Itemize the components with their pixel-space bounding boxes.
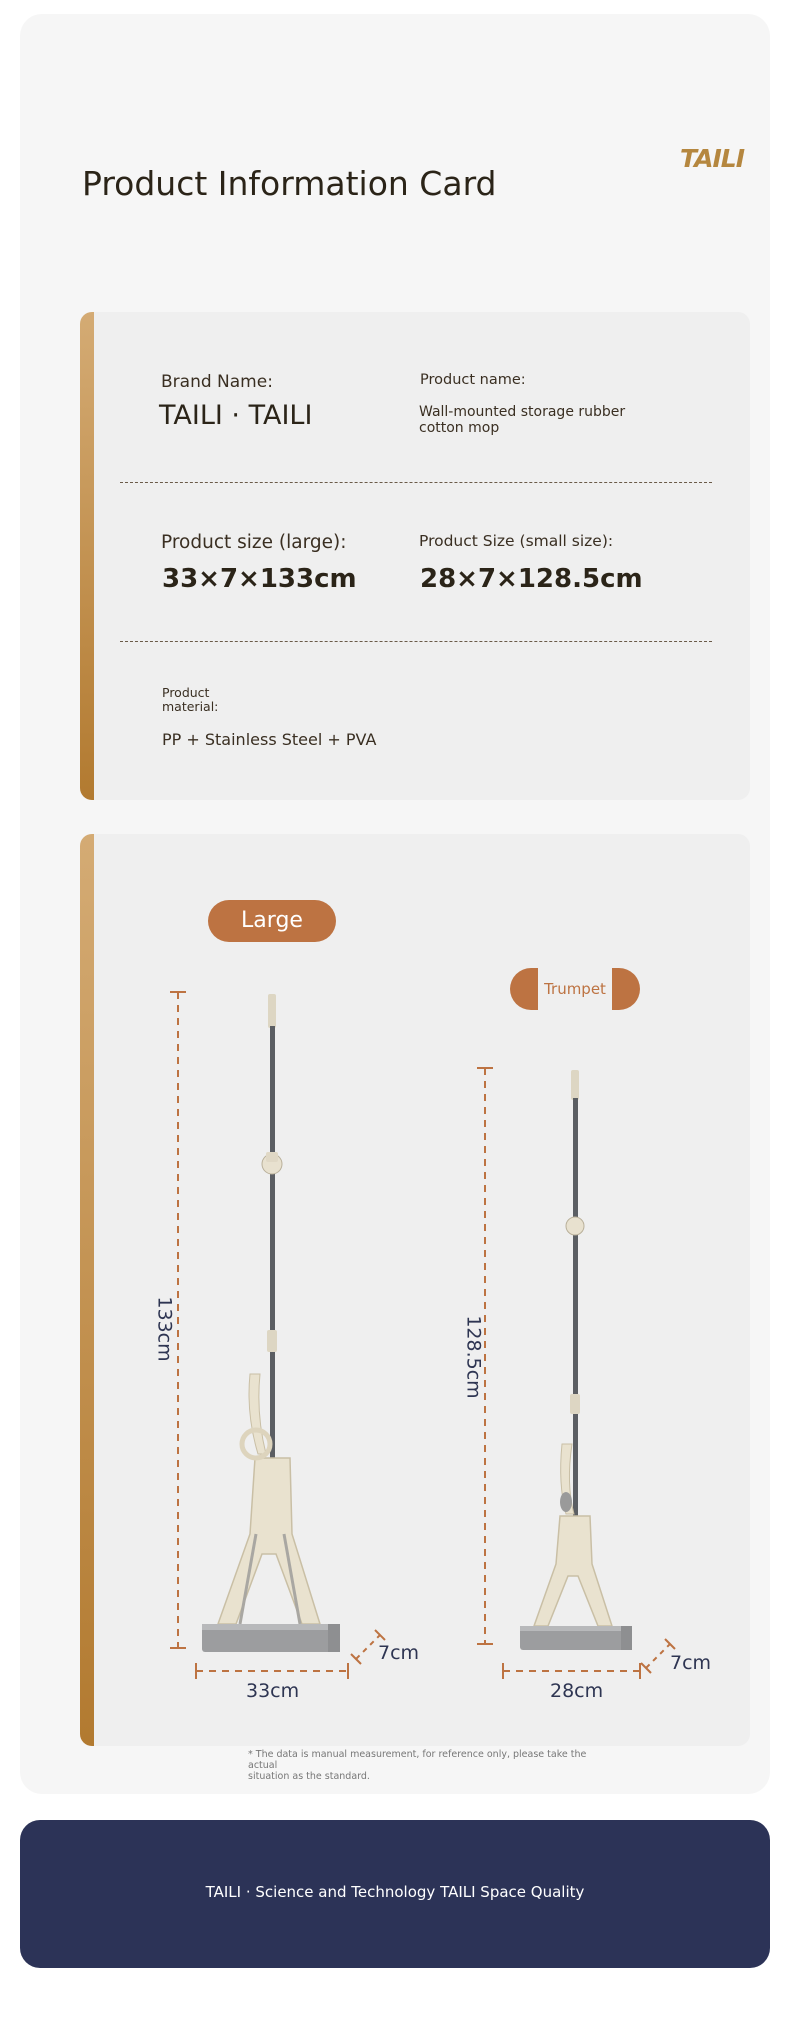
size-diagram-card — [80, 834, 750, 1746]
large-badge: Large — [208, 900, 336, 942]
small-mop-image — [520, 1070, 632, 1650]
large-mop-image — [202, 994, 340, 1652]
divider — [120, 482, 712, 483]
brand-value: TAILI · TAILI — [159, 400, 313, 431]
footer-banner — [20, 1820, 770, 1968]
mop-dimension-diagram — [80, 834, 750, 1746]
measurement-footnote: * The data is manual measurement, for reference only, please take the actual situation as the standard. — [248, 1749, 587, 1782]
size-small-label: Product Size (small size): — [419, 532, 614, 550]
product-info-panel — [20, 14, 770, 1794]
trumpet-badge: Trumpet — [510, 968, 640, 1010]
large-depth-label: 7cm — [378, 1642, 420, 1664]
small-width-line — [503, 1663, 640, 1679]
large-width-label: 33cm — [246, 1680, 300, 1702]
footer-slogan: TAILI · Science and Technology TAILI Space Quality — [205, 1883, 585, 1901]
page-title: Product Information Card — [82, 164, 497, 203]
small-depth-label: 7cm — [670, 1652, 712, 1674]
brand-label: Brand Name: — [161, 372, 273, 392]
material-label: Product material: — [162, 685, 219, 714]
divider — [120, 641, 712, 642]
large-width-line — [196, 1663, 348, 1679]
size-large-label: Product size (large): — [161, 532, 347, 553]
small-height-label: 128.5cm — [462, 1315, 485, 1399]
brand-logo: TAILI — [680, 144, 744, 173]
large-height-label: 133cm — [153, 1296, 176, 1362]
material-value: PP + Stainless Steel + PVA — [162, 730, 377, 749]
accent-bar — [80, 312, 94, 800]
product-name-label: Product name: — [420, 372, 526, 388]
info-card — [80, 312, 750, 800]
small-width-label: 28cm — [550, 1680, 604, 1702]
product-name-value: Wall-mounted storage rubber cotton mop — [419, 404, 626, 436]
size-large-value: 33×7×133cm — [162, 564, 357, 594]
size-small-value: 28×7×128.5cm — [420, 564, 643, 594]
